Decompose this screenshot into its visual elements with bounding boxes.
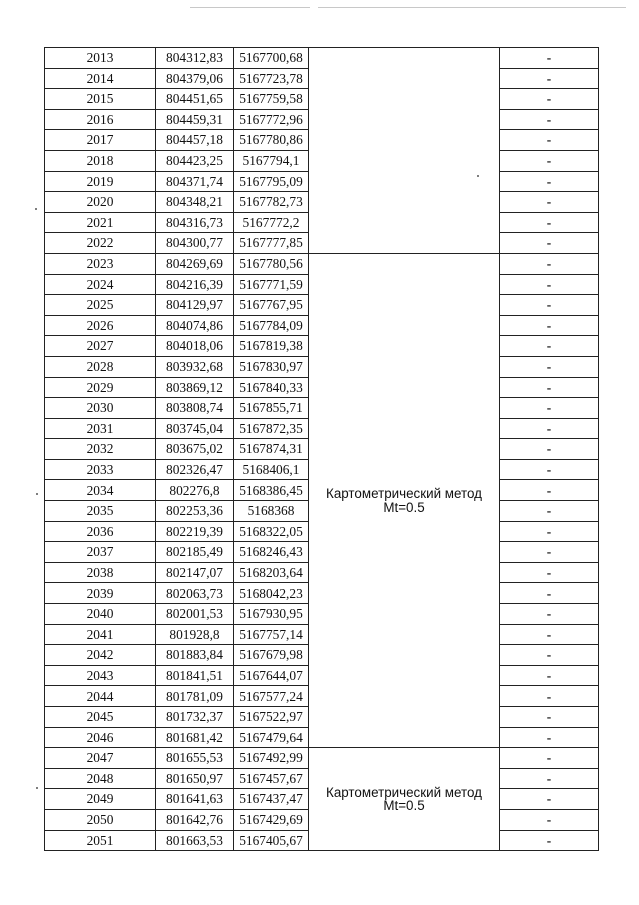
y-coordinate-cell: 5168246,43 xyxy=(234,542,309,563)
y-coordinate-cell: 5167772,2 xyxy=(234,212,309,233)
y-coordinate-cell: 5167679,98 xyxy=(234,645,309,666)
point-number-cell: 2024 xyxy=(45,274,156,295)
coordinates-table xyxy=(44,47,599,851)
scan-edge-line xyxy=(190,7,310,8)
y-coordinate-cell: 5167780,86 xyxy=(234,130,309,151)
point-number-cell: 2033 xyxy=(45,459,156,480)
method-cell xyxy=(309,48,500,254)
x-coordinate-cell: 804269,69 xyxy=(156,253,234,274)
point-number-cell: 2035 xyxy=(45,501,156,522)
x-coordinate-cell: 801681,42 xyxy=(156,727,234,748)
point-number-cell: 2048 xyxy=(45,768,156,789)
coordinates-table-body xyxy=(45,48,599,851)
point-number-cell: 2036 xyxy=(45,521,156,542)
y-coordinate-cell: 5167819,38 xyxy=(234,336,309,357)
x-coordinate-cell: 804216,39 xyxy=(156,274,234,295)
x-coordinate-cell: 801641,63 xyxy=(156,789,234,810)
point-number-cell: 2026 xyxy=(45,315,156,336)
x-coordinate-cell: 803745,04 xyxy=(156,418,234,439)
dash-mark-cell: - xyxy=(500,418,599,439)
dash-mark-cell: - xyxy=(500,748,599,769)
dash-mark-cell: - xyxy=(500,645,599,666)
x-coordinate-cell: 802001,53 xyxy=(156,604,234,625)
y-coordinate-cell: 5167784,09 xyxy=(234,315,309,336)
y-coordinate-cell: 5167644,07 xyxy=(234,665,309,686)
scan-edge-line xyxy=(318,7,626,8)
point-number-cell: 2040 xyxy=(45,604,156,625)
scan-speck xyxy=(36,787,38,789)
y-coordinate-cell: 5167759,58 xyxy=(234,89,309,110)
x-coordinate-cell: 804451,65 xyxy=(156,89,234,110)
dash-mark-cell: - xyxy=(500,171,599,192)
dash-mark-cell: - xyxy=(500,130,599,151)
y-coordinate-cell: 5167794,1 xyxy=(234,150,309,171)
y-coordinate-cell: 5167429,69 xyxy=(234,809,309,830)
dash-mark-cell: - xyxy=(500,274,599,295)
point-number-cell: 2031 xyxy=(45,418,156,439)
dash-mark-cell: - xyxy=(500,377,599,398)
y-coordinate-cell: 5168368 xyxy=(234,501,309,522)
table-row xyxy=(45,253,599,274)
dash-mark-cell: - xyxy=(500,192,599,213)
x-coordinate-cell: 802219,39 xyxy=(156,521,234,542)
x-coordinate-cell: 801663,53 xyxy=(156,830,234,851)
y-coordinate-cell: 5167830,97 xyxy=(234,356,309,377)
y-coordinate-cell: 5167872,35 xyxy=(234,418,309,439)
x-coordinate-cell: 803932,68 xyxy=(156,356,234,377)
point-number-cell: 2045 xyxy=(45,707,156,728)
x-coordinate-cell: 801883,84 xyxy=(156,645,234,666)
method-cell xyxy=(309,748,500,851)
y-coordinate-cell: 5167757,14 xyxy=(234,624,309,645)
dash-mark-cell: - xyxy=(500,315,599,336)
y-coordinate-cell: 5167522,97 xyxy=(234,707,309,728)
dash-mark-cell: - xyxy=(500,604,599,625)
point-number-cell: 2018 xyxy=(45,150,156,171)
x-coordinate-cell: 801928,8 xyxy=(156,624,234,645)
y-coordinate-cell: 5167874,31 xyxy=(234,439,309,460)
point-number-cell: 2049 xyxy=(45,789,156,810)
x-coordinate-cell: 802147,07 xyxy=(156,562,234,583)
dash-mark-cell: - xyxy=(500,68,599,89)
point-number-cell: 2029 xyxy=(45,377,156,398)
dash-mark-cell: - xyxy=(500,212,599,233)
dash-mark-cell: - xyxy=(500,521,599,542)
y-coordinate-cell: 5167492,99 xyxy=(234,748,309,769)
y-coordinate-cell: 5167855,71 xyxy=(234,398,309,419)
x-coordinate-cell: 804300,77 xyxy=(156,233,234,254)
y-coordinate-cell: 5167437,47 xyxy=(234,789,309,810)
dash-mark-cell: - xyxy=(500,109,599,130)
dash-mark-cell: - xyxy=(500,686,599,707)
dash-mark-cell: - xyxy=(500,624,599,645)
method-cell xyxy=(309,253,500,747)
x-coordinate-cell: 802185,49 xyxy=(156,542,234,563)
point-number-cell: 2019 xyxy=(45,171,156,192)
point-number-cell: 2047 xyxy=(45,748,156,769)
dash-mark-cell: - xyxy=(500,768,599,789)
point-number-cell: 2030 xyxy=(45,398,156,419)
x-coordinate-cell: 802253,36 xyxy=(156,501,234,522)
table-row xyxy=(45,48,599,69)
x-coordinate-cell: 804423,25 xyxy=(156,150,234,171)
point-number-cell: 2014 xyxy=(45,68,156,89)
x-coordinate-cell: 803808,74 xyxy=(156,398,234,419)
point-number-cell: 2028 xyxy=(45,356,156,377)
y-coordinate-cell: 5167771,59 xyxy=(234,274,309,295)
table-row xyxy=(45,748,599,769)
point-number-cell: 2032 xyxy=(45,439,156,460)
dash-mark-cell: - xyxy=(500,253,599,274)
y-coordinate-cell: 5167405,67 xyxy=(234,830,309,851)
point-number-cell: 2038 xyxy=(45,562,156,583)
point-number-cell: 2046 xyxy=(45,727,156,748)
point-number-cell: 2023 xyxy=(45,253,156,274)
x-coordinate-cell: 804316,73 xyxy=(156,212,234,233)
x-coordinate-cell: 804312,83 xyxy=(156,48,234,69)
dash-mark-cell: - xyxy=(500,150,599,171)
point-number-cell: 2051 xyxy=(45,830,156,851)
y-coordinate-cell: 5168042,23 xyxy=(234,583,309,604)
dash-mark-cell: - xyxy=(500,398,599,419)
dash-mark-cell: - xyxy=(500,501,599,522)
x-coordinate-cell: 804348,21 xyxy=(156,192,234,213)
x-coordinate-cell: 801732,37 xyxy=(156,707,234,728)
point-number-cell: 2017 xyxy=(45,130,156,151)
point-number-cell: 2042 xyxy=(45,645,156,666)
dash-mark-cell: - xyxy=(500,707,599,728)
y-coordinate-cell: 5168203,64 xyxy=(234,562,309,583)
dash-mark-cell: - xyxy=(500,809,599,830)
point-number-cell: 2034 xyxy=(45,480,156,501)
point-number-cell: 2021 xyxy=(45,212,156,233)
point-number-cell: 2025 xyxy=(45,295,156,316)
y-coordinate-cell: 5167795,09 xyxy=(234,171,309,192)
point-number-cell: 2020 xyxy=(45,192,156,213)
x-coordinate-cell: 803869,12 xyxy=(156,377,234,398)
x-coordinate-cell: 801841,51 xyxy=(156,665,234,686)
point-number-cell: 2015 xyxy=(45,89,156,110)
x-coordinate-cell: 804129,97 xyxy=(156,295,234,316)
point-number-cell: 2016 xyxy=(45,109,156,130)
point-number-cell: 2037 xyxy=(45,542,156,563)
x-coordinate-cell: 804379,06 xyxy=(156,68,234,89)
y-coordinate-cell: 5167479,64 xyxy=(234,727,309,748)
dash-mark-cell: - xyxy=(500,727,599,748)
scan-speck xyxy=(36,493,38,495)
dash-mark-cell: - xyxy=(500,562,599,583)
x-coordinate-cell: 802326,47 xyxy=(156,459,234,480)
point-number-cell: 2039 xyxy=(45,583,156,604)
x-coordinate-cell: 801642,76 xyxy=(156,809,234,830)
point-number-cell: 2043 xyxy=(45,665,156,686)
point-number-cell: 2013 xyxy=(45,48,156,69)
y-coordinate-cell: 5167780,56 xyxy=(234,253,309,274)
x-coordinate-cell: 803675,02 xyxy=(156,439,234,460)
dash-mark-cell: - xyxy=(500,459,599,480)
x-coordinate-cell: 804018,06 xyxy=(156,336,234,357)
method-accuracy: Mt=0.5 xyxy=(383,499,425,515)
x-coordinate-cell: 804459,31 xyxy=(156,109,234,130)
y-coordinate-cell: 5167700,68 xyxy=(234,48,309,69)
x-coordinate-cell: 804371,74 xyxy=(156,171,234,192)
method-name: Картометрический метод xyxy=(326,784,482,800)
dash-mark-cell: - xyxy=(500,439,599,460)
y-coordinate-cell: 5168322,05 xyxy=(234,521,309,542)
x-coordinate-cell: 804457,18 xyxy=(156,130,234,151)
y-coordinate-cell: 5168406,1 xyxy=(234,459,309,480)
y-coordinate-cell: 5167577,24 xyxy=(234,686,309,707)
y-coordinate-cell: 5167723,78 xyxy=(234,68,309,89)
x-coordinate-cell: 802063,73 xyxy=(156,583,234,604)
point-number-cell: 2027 xyxy=(45,336,156,357)
x-coordinate-cell: 801781,09 xyxy=(156,686,234,707)
y-coordinate-cell: 5168386,45 xyxy=(234,480,309,501)
x-coordinate-cell: 804074,86 xyxy=(156,315,234,336)
x-coordinate-cell: 801650,97 xyxy=(156,768,234,789)
point-number-cell: 2022 xyxy=(45,233,156,254)
y-coordinate-cell: 5167767,95 xyxy=(234,295,309,316)
x-coordinate-cell: 802276,8 xyxy=(156,480,234,501)
dash-mark-cell: - xyxy=(500,48,599,69)
dash-mark-cell: - xyxy=(500,542,599,563)
y-coordinate-cell: 5167930,95 xyxy=(234,604,309,625)
dash-mark-cell: - xyxy=(500,665,599,686)
dash-mark-cell: - xyxy=(500,356,599,377)
point-number-cell: 2050 xyxy=(45,809,156,830)
dash-mark-cell: - xyxy=(500,789,599,810)
dash-mark-cell: - xyxy=(500,583,599,604)
point-number-cell: 2041 xyxy=(45,624,156,645)
dash-mark-cell: - xyxy=(500,480,599,501)
y-coordinate-cell: 5167782,73 xyxy=(234,192,309,213)
dash-mark-cell: - xyxy=(500,89,599,110)
y-coordinate-cell: 5167777,85 xyxy=(234,233,309,254)
method-accuracy: Mt=0.5 xyxy=(383,798,425,814)
y-coordinate-cell: 5167772,96 xyxy=(234,109,309,130)
scan-speck xyxy=(35,208,37,210)
dash-mark-cell: - xyxy=(500,336,599,357)
point-number-cell: 2044 xyxy=(45,686,156,707)
y-coordinate-cell: 5167840,33 xyxy=(234,377,309,398)
method-name: Картометрический метод xyxy=(326,486,482,502)
dash-mark-cell: - xyxy=(500,295,599,316)
dash-mark-cell: - xyxy=(500,830,599,851)
dash-mark-cell: - xyxy=(500,233,599,254)
y-coordinate-cell: 5167457,67 xyxy=(234,768,309,789)
x-coordinate-cell: 801655,53 xyxy=(156,748,234,769)
